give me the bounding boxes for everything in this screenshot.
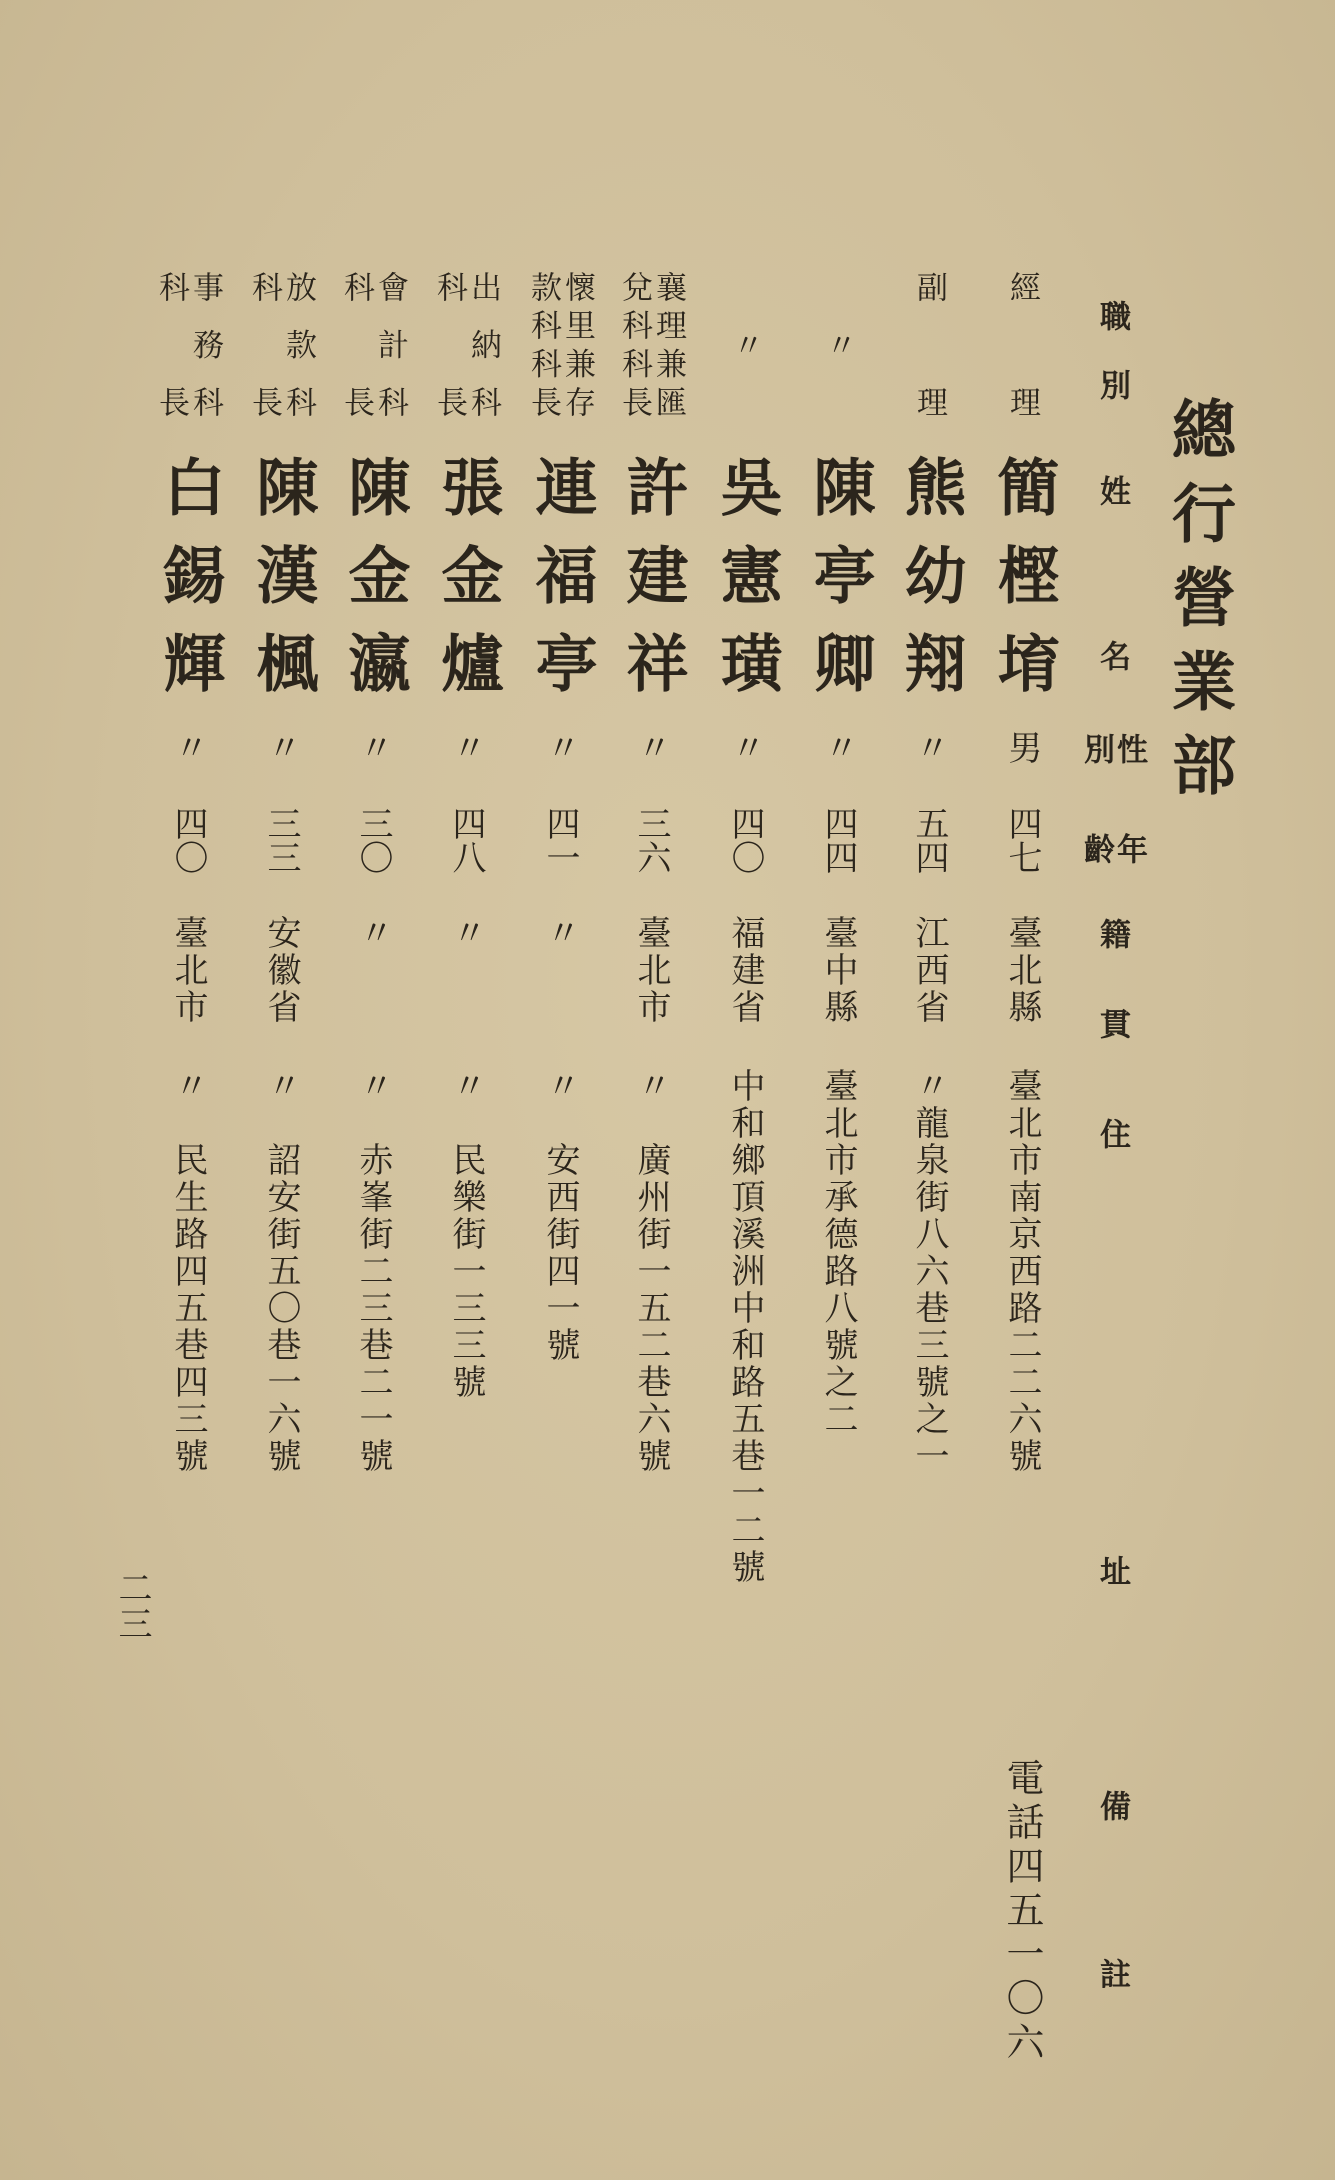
header-name-2: 名: [1094, 640, 1130, 671]
header-name-1: 姓: [1094, 475, 1130, 506]
note: 電話四五一〇六: [1000, 1758, 1044, 2066]
table-row: [793, 0, 883, 2180]
address: 〃 安西街四一號: [540, 1068, 580, 1364]
job-title-line: 款科科長: [525, 271, 561, 425]
job-title-line: 懷里兼存: [559, 271, 595, 425]
person-name: 許建祥: [616, 455, 689, 719]
section-title: 總行營業部: [1161, 396, 1236, 816]
table-row: [515, 0, 605, 2180]
header-native-1: 籍: [1094, 918, 1130, 949]
person-name: 張金爐: [431, 455, 504, 719]
job-title-line: 科長: [246, 271, 282, 501]
person-name: 白錫輝: [153, 455, 226, 719]
person-name: 熊幼翔: [894, 455, 967, 719]
native-place: 臺中縣: [818, 915, 858, 1026]
job-title-line: 襄理兼匯: [650, 271, 686, 425]
gender: 〃: [261, 730, 301, 764]
page-number: 二三: [112, 1570, 152, 1642]
table-row: [421, 0, 511, 2180]
address: 臺北市南京西路二二六號: [1002, 1068, 1042, 1475]
header-address-2: 址: [1094, 1555, 1130, 1586]
table-row: [884, 0, 974, 2180]
header-address-1: 住: [1094, 1118, 1130, 1149]
job-title-line: 〃: [727, 328, 763, 360]
gender: 男: [1002, 730, 1042, 764]
person-name: 陳亭卿: [803, 455, 876, 719]
table-row: [143, 0, 233, 2180]
native-place: 福建省: [725, 915, 765, 1026]
age: 四〇: [725, 806, 765, 874]
job-title-line: 科長: [338, 271, 374, 501]
native-place: 〃: [540, 915, 580, 952]
header-age-1: 年: [1111, 833, 1147, 864]
native-place: 臺北縣: [1002, 915, 1042, 1026]
job-title-line: 兌科科長: [616, 271, 652, 425]
job-title-line: 〃: [820, 328, 856, 360]
gender: 〃: [353, 730, 393, 764]
header-position: 職別: [1094, 300, 1130, 438]
age: 三三: [261, 806, 301, 874]
job-title-line: 副理: [911, 271, 947, 501]
job-title-line: 事務科: [187, 271, 223, 444]
address: 〃 民樂街一三三號: [446, 1068, 486, 1401]
job-title-line: 出納科: [465, 271, 501, 444]
header-gender-2: 別: [1078, 733, 1114, 764]
header-native-2: 貫: [1094, 1008, 1130, 1039]
gender: 〃: [540, 730, 580, 764]
header-gender-1: 性: [1111, 733, 1147, 764]
address: 臺北市承德路八號之二: [818, 1068, 858, 1438]
gender: 〃: [725, 730, 765, 764]
person-name: 陳漢楓: [246, 455, 319, 719]
person-name: 簡樫堉: [987, 455, 1060, 719]
table-row: [236, 0, 326, 2180]
age: 四〇: [168, 806, 208, 874]
table-row: [977, 0, 1067, 2180]
header-note-2: 註: [1094, 1958, 1130, 1989]
job-title-line: 經理: [1004, 271, 1040, 501]
age: 四八: [446, 806, 486, 874]
age: 四七: [1002, 806, 1042, 874]
person-name: 陳金瀛: [338, 455, 411, 719]
address: 〃 詔安街五〇巷一六號: [261, 1068, 301, 1475]
gender: 〃: [168, 730, 208, 764]
table-row: [606, 0, 696, 2180]
header-age-2: 齡: [1078, 833, 1114, 864]
address: 〃 民生路四五巷四三號: [168, 1068, 208, 1475]
job-title-line: 科長: [431, 271, 467, 501]
age: 四一: [540, 806, 580, 874]
address: 中和鄉頂溪洲中和路五巷一二號: [725, 1068, 765, 1586]
native-place: 〃: [446, 915, 486, 952]
native-place: 安徽省: [261, 915, 301, 1026]
job-title-line: 科長: [153, 271, 189, 501]
person-name: 吳憲璜: [710, 455, 783, 719]
age: 三六: [631, 806, 671, 874]
gender: 〃: [818, 730, 858, 764]
address: 〃 廣州街一五二巷六號: [631, 1068, 671, 1475]
table-row: [700, 0, 790, 2180]
age: 五四: [909, 806, 949, 874]
job-title-line: 放款科: [280, 271, 316, 444]
native-place: 〃: [353, 915, 393, 952]
native-place: 臺北市: [631, 915, 671, 1026]
gender: 〃: [631, 730, 671, 764]
table-row: [328, 0, 418, 2180]
address: 〃 赤峯街二三巷二一號: [353, 1068, 393, 1475]
gender: 〃: [446, 730, 486, 764]
native-place: 臺北市: [168, 915, 208, 1026]
gender: 〃: [909, 730, 949, 764]
person-name: 連福亭: [525, 455, 598, 719]
age: 四四: [818, 806, 858, 874]
native-place: 江西省: [909, 915, 949, 1026]
header-note-1: 備: [1094, 1790, 1130, 1821]
age: 三〇: [353, 806, 393, 874]
job-title-line: 會計科: [372, 271, 408, 444]
address: 〃龍泉街八六巷三號之一: [909, 1068, 949, 1475]
